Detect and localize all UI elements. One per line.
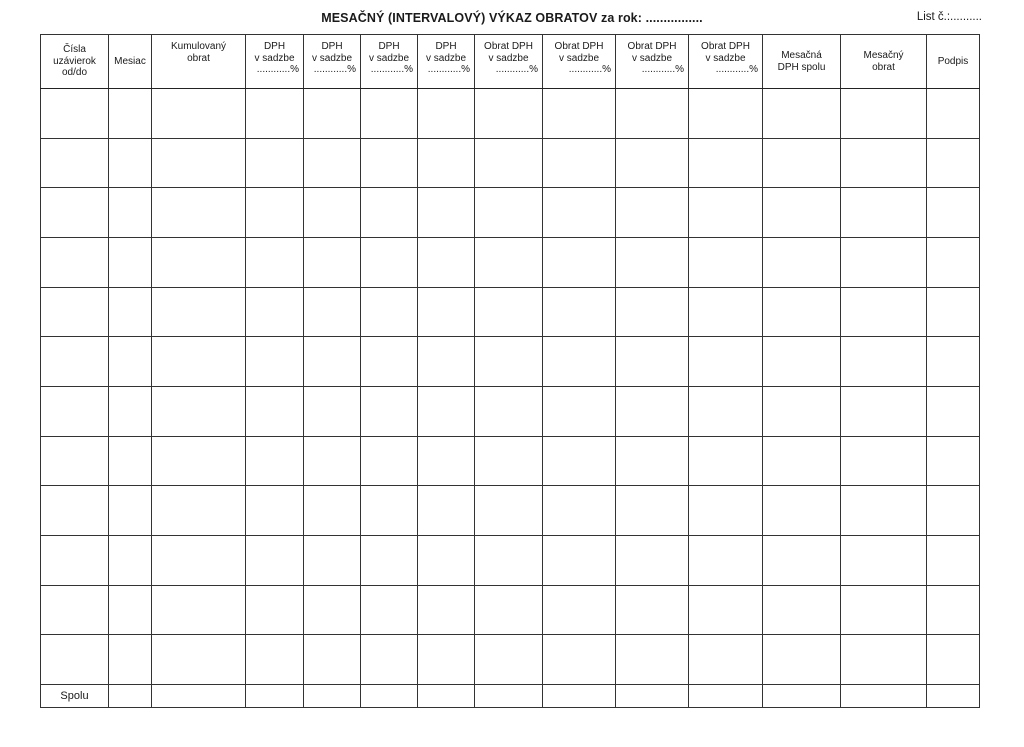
totals-cell[interactable] [841,685,927,708]
table-cell-vat-rate-1[interactable] [246,138,304,188]
table-cell-vat-rate-4[interactable] [418,486,475,536]
table-cell-turnover-vat-1[interactable] [475,486,543,536]
col-closure-numbers-line1: Čísla [63,44,86,56]
table-cell-vat-rate-4[interactable] [418,89,475,139]
table-cell-monthly-turnover[interactable] [841,635,927,685]
table-cell-cumulative-turnover[interactable] [152,635,246,685]
table-cell-vat-rate-3[interactable] [361,386,418,436]
table-cell-month[interactable] [109,89,152,139]
table-cell-turnover-vat-2[interactable] [543,237,616,287]
col-turnover-vat-1 [475,35,543,89]
col-turnover-vat-3-percent-field[interactable]: ............% [641,64,684,75]
table-cell-turnover-vat-3[interactable] [616,237,689,287]
col-vat-rate-2-line2: v sadzbe [311,52,353,64]
table-cell-monthly-turnover[interactable] [841,585,927,635]
table-cell-cumulative-turnover[interactable] [152,89,246,139]
table-cell-monthly-turnover[interactable] [841,486,927,536]
table-cell-vat-rate-4[interactable] [418,337,475,387]
table-cell-monthly-turnover[interactable] [841,237,927,287]
table-cell-vat-rate-1[interactable] [246,436,304,486]
totals-label: Spolu [41,685,109,708]
col-vat-rate-3-percent-field[interactable]: ............% [370,64,413,75]
totals-cell[interactable] [763,685,841,708]
col-monthly-vat-total [763,35,841,89]
table-cell-cumulative-turnover[interactable] [152,138,246,188]
table-cell-monthly-turnover[interactable] [841,89,927,139]
table-cell-closure-numbers[interactable] [41,585,109,635]
table-cell-turnover-vat-3[interactable] [616,486,689,536]
table-cell-turnover-vat-4[interactable] [689,337,763,387]
table-cell-signature[interactable] [927,188,980,238]
table-cell-monthly-vat-total[interactable] [763,89,841,139]
table-cell-turnover-vat-4[interactable] [689,436,763,486]
table-cell-monthly-vat-total[interactable] [763,436,841,486]
col-vat-rate-3-line1: DPH [378,41,400,52]
table-row [41,188,980,238]
totals-cell[interactable] [246,685,304,708]
col-vat-rate-3 [361,35,418,89]
table-cell-turnover-vat-3[interactable] [616,337,689,387]
table-cell-vat-rate-2[interactable] [304,535,361,585]
table-cell-vat-rate-4[interactable] [418,535,475,585]
table-cell-signature[interactable] [927,287,980,337]
table-cell-turnover-vat-4[interactable] [689,287,763,337]
table-cell-vat-rate-1[interactable] [246,188,304,238]
table-cell-turnover-vat-2[interactable] [543,337,616,387]
col-turnover-vat-2-line1: Obrat DPH [554,41,604,52]
table-cell-turnover-vat-4[interactable] [689,138,763,188]
table-row [41,89,980,139]
totals-cell[interactable] [361,685,418,708]
table-cell-vat-rate-4[interactable] [418,138,475,188]
table-cell-closure-numbers[interactable] [41,188,109,238]
table-cell-vat-rate-4[interactable] [418,635,475,685]
sheet-number[interactable]: List č.:.......... [916,11,982,23]
table-cell-vat-rate-2[interactable] [304,486,361,536]
table-cell-signature[interactable] [927,89,980,139]
table-cell-turnover-vat-3[interactable] [616,535,689,585]
col-turnover-vat-3 [616,35,689,89]
table-cell-monthly-vat-total[interactable] [763,237,841,287]
col-cumulative-turnover-line1: Kumulovaný [170,41,227,52]
table-body [41,89,980,685]
col-monthly-turnover-line2: obrat [872,61,895,73]
table-cell-vat-rate-2[interactable] [304,386,361,436]
col-closure-numbers-line3: od/do [61,67,88,79]
table-cell-vat-rate-1[interactable] [246,585,304,635]
table-cell-month[interactable] [109,635,152,685]
col-vat-rate-4 [418,35,475,89]
table-cell-signature[interactable] [927,535,980,585]
table-cell-turnover-vat-2[interactable] [543,188,616,238]
table-cell-vat-rate-3[interactable] [361,585,418,635]
table-cell-turnover-vat-2[interactable] [543,287,616,337]
table-row [41,287,980,337]
col-vat-rate-1-line1: DPH [263,41,286,52]
table-cell-turnover-vat-2[interactable] [543,486,616,536]
totals-cell[interactable] [304,685,361,708]
col-cumulative-turnover [152,35,246,89]
table-cell-signature[interactable] [927,635,980,685]
table-cell-month[interactable] [109,337,152,387]
col-closure-numbers [41,35,109,89]
table-cell-vat-rate-1[interactable] [246,237,304,287]
totals-cell[interactable] [109,685,152,708]
totals-cell[interactable] [475,685,543,708]
table-cell-vat-rate-3[interactable] [361,436,418,486]
table-cell-turnover-vat-2[interactable] [543,89,616,139]
table-cell-vat-rate-3[interactable] [361,89,418,139]
table-cell-turnover-vat-4[interactable] [689,535,763,585]
col-month [109,35,152,89]
col-monthly-vat-total-line1: Mesačná [781,50,822,61]
table-cell-vat-rate-4[interactable] [418,188,475,238]
totals-cell[interactable] [689,685,763,708]
table-cell-turnover-vat-1[interactable] [475,138,543,188]
col-vat-rate-4-line2: v sadzbe [425,52,467,64]
table-cell-turnover-vat-1[interactable] [475,287,543,337]
table-cell-closure-numbers[interactable] [41,337,109,387]
table-cell-vat-rate-1[interactable] [246,386,304,436]
table-cell-closure-numbers[interactable] [41,436,109,486]
table-cell-turnover-vat-2[interactable] [543,436,616,486]
table-cell-vat-rate-3[interactable] [361,188,418,238]
table-cell-monthly-vat-total[interactable] [763,138,841,188]
table-row [41,138,980,188]
table-cell-cumulative-turnover[interactable] [152,188,246,238]
table-cell-vat-rate-2[interactable] [304,635,361,685]
table-cell-turnover-vat-1[interactable] [475,337,543,387]
col-vat-rate-2-percent-field[interactable]: ............% [313,64,356,75]
table-cell-vat-rate-1[interactable] [246,89,304,139]
table-cell-monthly-vat-total[interactable] [763,287,841,337]
col-turnover-vat-4-percent-field[interactable]: ............% [715,64,758,75]
table-cell-turnover-vat-2[interactable] [543,585,616,635]
table-cell-cumulative-turnover[interactable] [152,386,246,436]
table-cell-cumulative-turnover[interactable] [152,585,246,635]
table-cell-month[interactable] [109,486,152,536]
table-cell-turnover-vat-2[interactable] [543,386,616,436]
table-cell-turnover-vat-1[interactable] [475,89,543,139]
totals-row [41,685,980,708]
col-turnover-vat-1-line1: Obrat DPH [484,41,533,52]
table-cell-vat-rate-2[interactable] [304,188,361,238]
table-cell-turnover-vat-3[interactable] [616,188,689,238]
col-cumulative-turnover-line2: obrat [187,52,210,64]
table-cell-cumulative-turnover[interactable] [152,436,246,486]
table-cell-turnover-vat-2[interactable] [543,635,616,685]
table-cell-month[interactable] [109,188,152,238]
col-monthly-vat-total-line2: DPH spolu [777,61,826,73]
table-cell-month[interactable] [109,287,152,337]
header-row [41,35,980,89]
table-cell-turnover-vat-2[interactable] [543,535,616,585]
col-vat-rate-2-line1: DPH [321,41,343,52]
table-cell-closure-numbers[interactable] [41,486,109,536]
table-cell-vat-rate-4[interactable] [418,436,475,486]
col-monthly-turnover-line1: Mesačný [863,50,904,61]
table-cell-monthly-vat-total[interactable] [763,535,841,585]
table-cell-turnover-vat-2[interactable] [543,138,616,188]
table-cell-turnover-vat-3[interactable] [616,138,689,188]
table-cell-signature[interactable] [927,138,980,188]
table-cell-signature[interactable] [927,337,980,387]
table-cell-turnover-vat-1[interactable] [475,535,543,585]
col-month-label: Mesiac [114,55,146,67]
col-vat-rate-2 [304,35,361,89]
table-cell-turnover-vat-4[interactable] [689,89,763,139]
table-cell-turnover-vat-1[interactable] [475,237,543,287]
table-cell-vat-rate-3[interactable] [361,237,418,287]
table-cell-turnover-vat-3[interactable] [616,287,689,337]
table-cell-turnover-vat-4[interactable] [689,237,763,287]
table-cell-vat-rate-3[interactable] [361,337,418,387]
table-cell-turnover-vat-3[interactable] [616,436,689,486]
table-cell-turnover-vat-4[interactable] [689,386,763,436]
table-cell-vat-rate-4[interactable] [418,287,475,337]
table-cell-cumulative-turnover[interactable] [152,337,246,387]
table-cell-closure-numbers[interactable] [41,386,109,436]
table-row [41,436,980,486]
table-cell-monthly-vat-total[interactable] [763,188,841,238]
col-turnover-vat-3-line1: Obrat DPH [627,41,677,52]
table-cell-turnover-vat-4[interactable] [689,585,763,635]
table-cell-turnover-vat-4[interactable] [689,188,763,238]
table-cell-vat-rate-2[interactable] [304,337,361,387]
table-cell-month[interactable] [109,585,152,635]
table-cell-cumulative-turnover[interactable] [152,535,246,585]
table-cell-signature[interactable] [927,386,980,436]
table-cell-closure-numbers[interactable] [41,138,109,188]
col-turnover-vat-4 [689,35,763,89]
table-cell-monthly-turnover[interactable] [841,535,927,585]
table-cell-vat-rate-2[interactable] [304,585,361,635]
table-row [41,585,980,635]
table-cell-vat-rate-1[interactable] [246,535,304,585]
table-cell-signature[interactable] [927,585,980,635]
table-cell-closure-numbers[interactable] [41,287,109,337]
year-field[interactable]: ................ [645,11,703,25]
col-turnover-vat-2-line2: v sadzbe [558,52,600,64]
table-cell-vat-rate-4[interactable] [418,237,475,287]
col-turnover-vat-4-line1: Obrat DPH [701,41,750,52]
table-cell-turnover-vat-1[interactable] [475,635,543,685]
table-cell-turnover-vat-1[interactable] [475,188,543,238]
totals-cell[interactable] [616,685,689,708]
totals-cell[interactable] [543,685,616,708]
table-row [41,486,980,536]
table-cell-turnover-vat-1[interactable] [475,436,543,486]
table-cell-turnover-vat-4[interactable] [689,486,763,536]
table-cell-monthly-vat-total[interactable] [763,486,841,536]
col-vat-rate-4-percent-field[interactable]: ............% [427,64,470,75]
table-cell-monthly-vat-total[interactable] [763,337,841,387]
col-vat-rate-1-line2: v sadzbe [254,52,295,64]
table-cell-vat-rate-1[interactable] [246,337,304,387]
table-cell-signature[interactable] [927,237,980,287]
totals-cell[interactable] [152,685,246,708]
col-turnover-vat-1-percent-field[interactable]: ............% [495,64,538,75]
col-vat-rate-4-line1: DPH [435,41,457,52]
table-cell-vat-rate-1[interactable] [246,287,304,337]
table-cell-vat-rate-3[interactable] [361,486,418,536]
table-cell-vat-rate-2[interactable] [304,138,361,188]
table-cell-monthly-turnover[interactable] [841,138,927,188]
col-turnover-vat-3-line2: v sadzbe [631,52,673,64]
form-title [0,11,1024,25]
col-vat-rate-1-percent-field[interactable]: ............% [256,64,299,75]
table-cell-cumulative-turnover[interactable] [152,237,246,287]
table-cell-month[interactable] [109,237,152,287]
table-cell-turnover-vat-1[interactable] [475,386,543,436]
table-cell-closure-numbers[interactable] [41,635,109,685]
table-cell-signature[interactable] [927,436,980,486]
totals-cell[interactable] [927,685,980,708]
table-cell-monthly-vat-total[interactable] [763,635,841,685]
col-vat-rate-1 [246,35,304,89]
table-row [41,535,980,585]
table-cell-vat-rate-1[interactable] [246,486,304,536]
table-cell-turnover-vat-4[interactable] [689,635,763,685]
table-cell-vat-rate-1[interactable] [246,635,304,685]
col-turnover-vat-1-line2: v sadzbe [488,52,529,64]
totals-cell[interactable] [418,685,475,708]
table-cell-monthly-turnover[interactable] [841,386,927,436]
table-cell-signature[interactable] [927,486,980,536]
table-cell-closure-numbers[interactable] [41,237,109,287]
col-vat-rate-3-line2: v sadzbe [368,52,410,64]
table-cell-vat-rate-3[interactable] [361,635,418,685]
table-cell-closure-numbers[interactable] [41,89,109,139]
table-cell-monthly-turnover[interactable] [841,436,927,486]
table-row [41,386,980,436]
table-cell-closure-numbers[interactable] [41,535,109,585]
table-cell-turnover-vat-3[interactable] [616,89,689,139]
col-signature [927,35,980,89]
table-cell-vat-rate-4[interactable] [418,585,475,635]
col-turnover-vat-2 [543,35,616,89]
table-cell-month[interactable] [109,436,152,486]
table-cell-monthly-vat-total[interactable] [763,386,841,436]
table-cell-vat-rate-4[interactable] [418,386,475,436]
table-cell-vat-rate-2[interactable] [304,436,361,486]
table-cell-vat-rate-2[interactable] [304,237,361,287]
table-cell-month[interactable] [109,138,152,188]
table-cell-turnover-vat-1[interactable] [475,585,543,635]
table-cell-turnover-vat-3[interactable] [616,635,689,685]
table-row [41,635,980,685]
table-cell-turnover-vat-3[interactable] [616,585,689,635]
table-row [41,237,980,287]
table-cell-vat-rate-3[interactable] [361,287,418,337]
table-cell-monthly-turnover[interactable] [841,188,927,238]
table-cell-vat-rate-2[interactable] [304,287,361,337]
form-title-text: MESAČNÝ (INTERVALOVÝ) VÝKAZ OBRATOV za rok: [321,11,643,25]
col-closure-numbers-line2: uzávierok [53,55,96,67]
table-cell-month[interactable] [109,535,152,585]
table-cell-monthly-vat-total[interactable] [763,585,841,635]
table-cell-monthly-turnover[interactable] [841,337,927,387]
table-cell-vat-rate-3[interactable] [361,138,418,188]
col-signature-label: Podpis [937,55,969,67]
table-cell-cumulative-turnover[interactable] [152,287,246,337]
col-turnover-vat-2-percent-field[interactable]: ............% [568,64,611,75]
table-cell-vat-rate-2[interactable] [304,89,361,139]
col-monthly-turnover [841,35,927,89]
table-cell-month[interactable] [109,386,152,436]
col-turnover-vat-4-line2: v sadzbe [705,52,746,64]
table-cell-vat-rate-3[interactable] [361,535,418,585]
table-cell-monthly-turnover[interactable] [841,287,927,337]
turnover-report-table [40,34,980,708]
table-row [41,337,980,387]
table-cell-turnover-vat-3[interactable] [616,386,689,436]
table-cell-cumulative-turnover[interactable] [152,486,246,536]
